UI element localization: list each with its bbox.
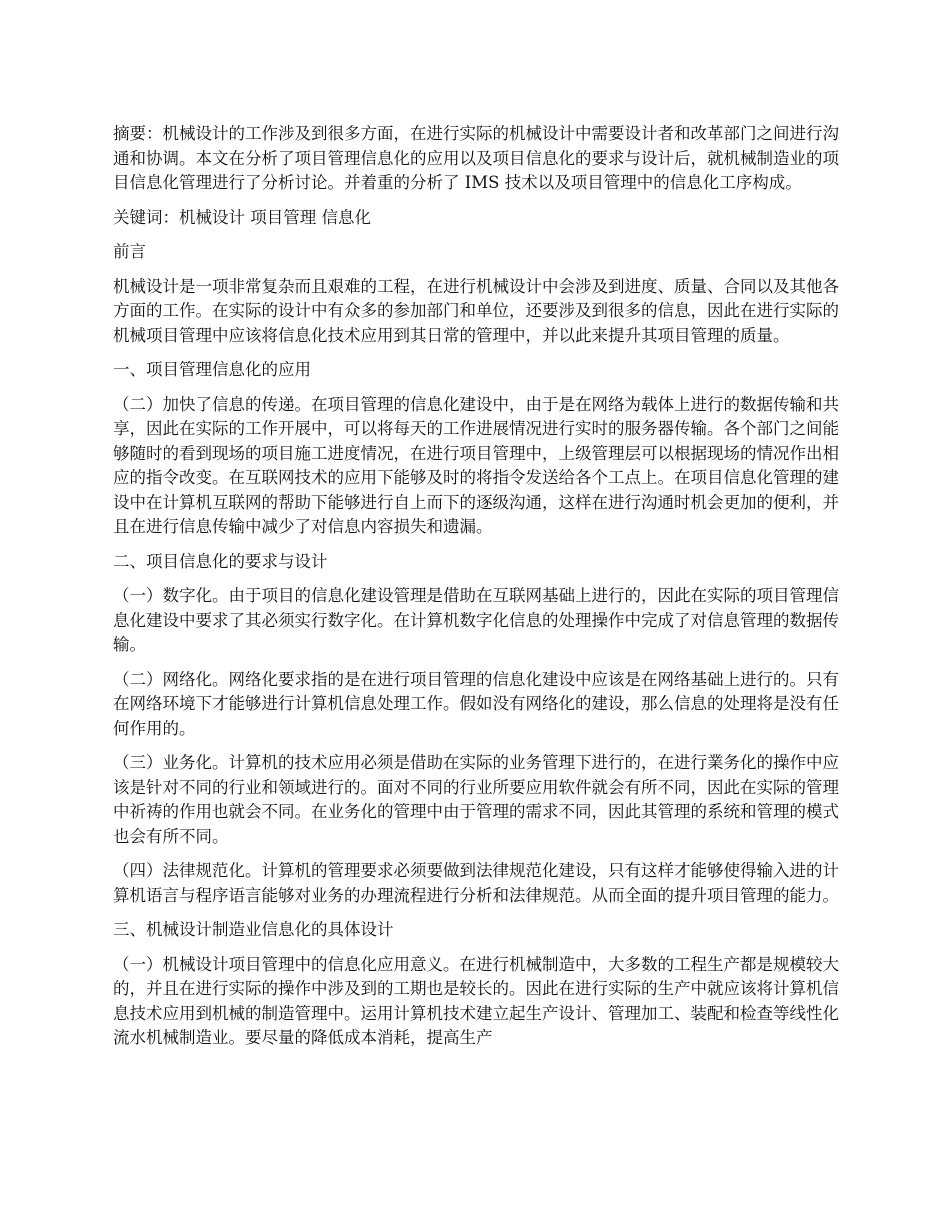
keywords-line: 关键词：机械设计 项目管理 信息化: [113, 207, 371, 227]
section-2-item-2: （二）网络化。网络化要求指的是在进行项目管理的信息化建设中应该是在网络基础上进行的。只有在网络环境下才能够进行计算机信息处理工作。假如没有网络化的建设，那么信息的处理将是没有任何作用的。: [113, 669, 839, 738]
preface-heading: 前言: [113, 242, 146, 261]
section-2-item-4: （四）法律规范化。计算机的管理要求必须要做到法律规范化建设，只有这样才能够使得输入进的计算机语言与程序语言能够对业务的办理流程进行分析和法律规范。从而全面的提升项目管理的能力。: [113, 861, 839, 905]
section-3-item-1: （一）机械设计项目管理中的信息化应用意义。在进行机械制造中，大多数的工程生产都是规模较大的，并且在进行实际的操作中涉及到的工期也是较长的。因此在进行实际的生产中就应该将计算机信息技术应用到机械的制造管理中。运用计算机技术建立起生产设计、管理加工、装配和检查等线性化流水机械制造业。要尽量的降低成本消耗，提高生产: [113, 954, 839, 1047]
abstract-paragraph: 摘要：机械设计的工作涉及到很多方面，在进行实际的机械设计中需要设计者和改革部门之间进行沟通和协调。本文在分析了项目管理信息化的应用以及项目信息化的要求与设计后，就机械制造业的项目信息化管理进行了分析讨论。并着重的分析了 IMS 技术以及项目管理中的信息化工序构成。: [113, 124, 839, 192]
document-body: [113, 122, 839, 1061]
preface-paragraph: 机械设计是一项非常复杂而且艰难的工程，在进行机械设计中会涉及到进度、质量、合同以及其他各方面的工作。在实际的设计中有众多的参加部门和单位，还要涉及到很多的信息，因此在进行实际的机械项目管理中应该将信息化技术应用到其日常的管理中，并以此来提升其项目管理的质量。: [113, 276, 839, 345]
section-3-heading: 三、机械设计制造业信息化的具体设计: [113, 920, 394, 939]
section-2-heading: 二、项目信息化的要求与设计: [113, 551, 328, 571]
section-1-heading: 一、项目管理信息化的应用: [113, 360, 311, 379]
section-2-item-3: （三）业务化。计算机的技术应用必须是借助在实际的业务管理下进行的，在进行業务化的操作中应该是针对不同的行业和领域进行的。面对不同的行业所要应用软件就会有所不同，因此在实际的管理中祈祷的作用也就会不同。在业务化的管理中由于管理的需求不同，因此其管理的系统和管理的模式也会有所不同。: [113, 753, 839, 846]
section-2-item-1: （一）数字化。由于项目的信息化建设管理是借助在互联网基础上进行的，因此在实际的项目管理信息化建设中要求了其必须实行数字化。在计算机数字化信息的处理操作中完成了对信息管理的数据传输。: [113, 586, 839, 654]
section-1-paragraph: （二）加快了信息的传递。在项目管理的信息化建设中，由于是在网络为载体上进行的数据传输和共享，因此在实际的工作开展中，可以将每天的工作进展情况进行实时的服务器传输。各个部门之间能够随时的看到现场的项目施工进度情况，在进行项目管理中，上级管理层可以根据现场的情况作出相应的指令改变。在互联网技术的应用下能够及时的将指令发送给各个工点上。在项目信息化管理的建设中在计算机互联网的帮助下能够进行自上而下的逐级沟通，这样在进行沟通时机会更加的便利，并且在进行信息传输中减少了对信息内容损失和遗漏。: [113, 394, 839, 536]
